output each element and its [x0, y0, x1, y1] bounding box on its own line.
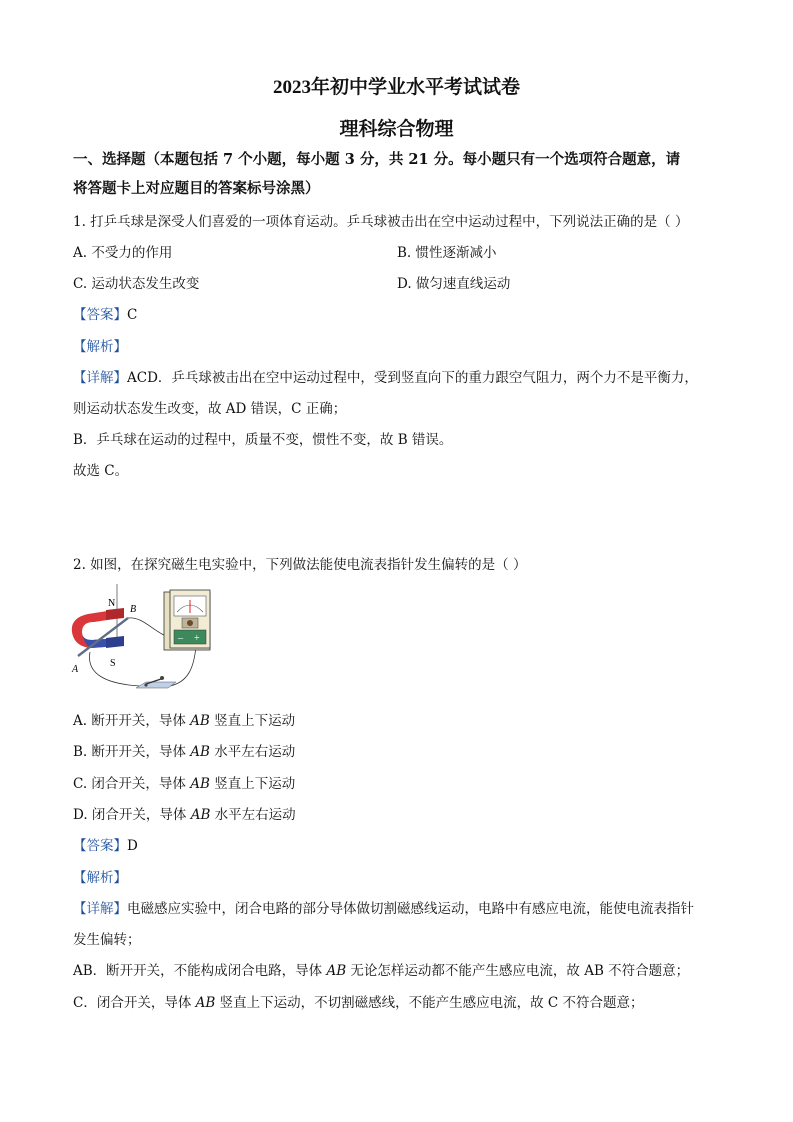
q2-stem: 2. 如图，在探究磁生电实验中，下列做法能使电流表指针发生偏转的是（ ） — [73, 557, 527, 573]
label-s: S — [110, 658, 116, 669]
meter-knob — [187, 620, 193, 626]
switch — [136, 676, 176, 688]
q2-option-d: D. 闭合开关，导体 AB 水平左右运动 — [73, 807, 296, 823]
detail-text: 电磁感应实验中，闭合电路的部分导体做切割磁感线运动，电路中有感应电流，能使电流表指针 — [127, 901, 694, 917]
exam-subtitle: 理科综合物理 — [339, 119, 454, 140]
answer-tag: 【答案】 — [73, 838, 127, 854]
q2-detail-line4: C．闭合开关，导体 AB 竖直上下运动，不切割磁感线，不能产生感应电流，故 C 不符合题意； — [73, 995, 644, 1011]
conductor-ab-label: AB — [190, 776, 210, 792]
q1-detail-line2: 则运动状态发生改变，故 AD 错误，C 正确； — [73, 401, 347, 417]
detail-tag: 【详解】 — [73, 901, 127, 917]
conductor-ab-label: AB — [195, 995, 216, 1011]
answer-tag: 【答案】 — [73, 307, 127, 323]
meter-minus-terminal: – — [178, 633, 183, 644]
q1-stem: 1. 打乒乓球是深受人们喜爱的一项体育运动。乒乓球被击出在空中运动过程中，下列说法正确的是（ ） — [73, 214, 689, 230]
q2-answer — [73, 837, 138, 855]
exam-title: 2023年初中学业水平考试试卷 — [272, 77, 520, 98]
section-heading-line1: 一、选择题（本题包括 7 个小题，每小题 3 分，共 21 分。每小题只有一个选项符合题意，请 — [73, 151, 681, 168]
answer-value: C — [127, 307, 138, 323]
q1-option-d: D. 做匀速直线运动 — [397, 276, 511, 292]
detail-text: ACD．乒乓球被击出在空中运动过程中，受到竖直向下的重力跟空气阻力，两个力不是平衡力， — [127, 370, 698, 386]
q2-option-a: A. 断开开关，导体 AB 竖直上下运动 — [73, 713, 296, 729]
q2-analysis-tag: 【解析】 — [73, 870, 127, 886]
q1-option-c: C. 运动状态发生改变 — [73, 276, 200, 292]
wire-to-switch-right — [170, 646, 196, 686]
electromagnetic-induction-figure — [66, 582, 222, 700]
conductor-ab-label: AB — [190, 713, 210, 729]
conductor-ab-label: AB — [326, 963, 347, 979]
q2-detail-line1 — [73, 900, 694, 918]
galvanometer — [164, 590, 210, 650]
q1-analysis-tag: 【解析】 — [73, 339, 127, 355]
q1-detail-line1 — [73, 369, 698, 387]
q1-detail-line3: B．乒乓球在运动的过程中，质量不变，惯性不变，故 B 错误。 — [73, 432, 453, 448]
q1-option-b: B. 惯性逐渐减小 — [397, 245, 497, 261]
q1-conclusion: 故选 C。 — [73, 463, 129, 479]
q1-option-a: A. 不受力的作用 — [73, 245, 173, 261]
label-a: A — [72, 664, 79, 675]
conductor-ab-label: AB — [190, 807, 211, 823]
q2-option-c: C. 闭合开关，导体 AB 竖直上下运动 — [73, 776, 296, 792]
q2-detail-line3: AB．断开开关，不能构成闭合电路，导体 AB 无论怎样运动都不能产生感应电流，故 AB 不符合题意； — [73, 963, 690, 979]
detail-tag: 【详解】 — [73, 370, 127, 386]
q2-option-b: B. 断开开关，导体 AB 水平左右运动 — [73, 744, 296, 760]
meter-plus-terminal: + — [194, 633, 200, 644]
section-heading-line2: 将答题卡上对应题目的答案标号涂黑） — [73, 180, 320, 197]
label-b: B — [130, 604, 137, 615]
q1-answer — [73, 306, 137, 324]
answer-value: D — [127, 838, 138, 854]
q2-detail-line2: 发生偏转； — [73, 932, 141, 948]
label-n: N — [108, 598, 116, 609]
conductor-ab-label: AB — [190, 744, 210, 760]
